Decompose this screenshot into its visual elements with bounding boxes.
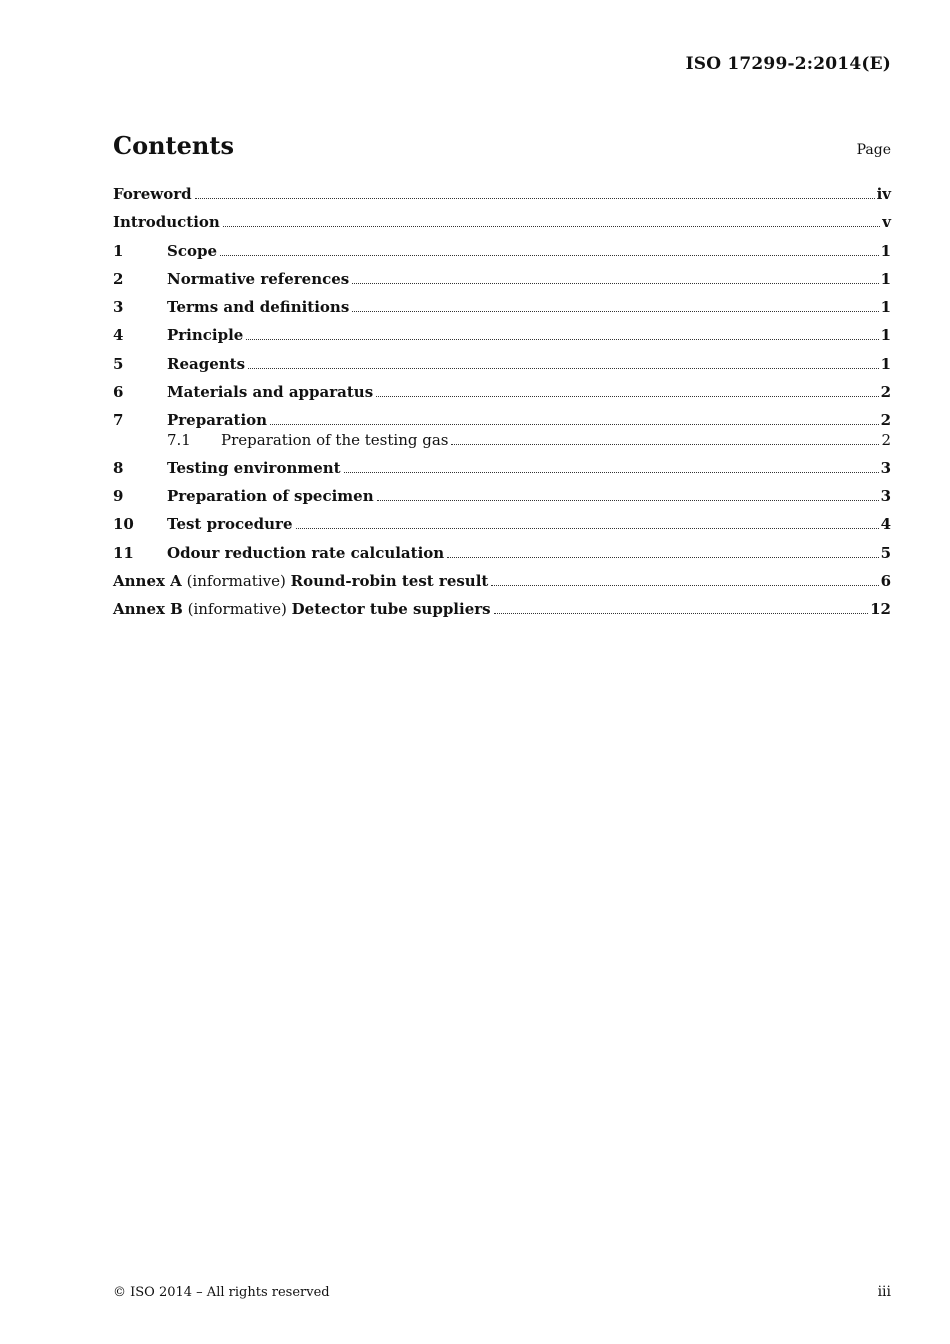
toc-entry-page: 5 [880,543,891,562]
toc-entry-title: Introduction [113,213,220,232]
dot-leader [447,556,878,558]
toc-entry-page: 1 [880,298,891,317]
toc-entry-page: 1 [880,269,891,288]
toc-entry-principle[interactable] [113,326,891,354]
toc-entry-page: 3 [880,486,891,505]
toc-entry-title: Principle [167,326,244,345]
dot-leader [344,471,879,473]
toc-entry-title: Detector tube suppliers [291,600,491,619]
toc-entry-number: 7.1 [167,430,191,449]
toc-entry-title: Odour reduction rate calculation [167,543,445,562]
toc-entry-title: Scope [167,241,218,260]
toc-entry-foreword[interactable] [113,185,891,213]
toc-entry-title: Preparation of the testing gas [221,430,449,449]
toc-entry-page: 12 [870,600,891,619]
annex-note: (informative) [186,571,286,590]
footer-page-number: iii [877,1284,891,1300]
dot-leader [246,338,878,340]
toc-entry-number: 2 [113,269,124,288]
toc-entry-number: 1 [113,241,124,260]
toc-entry-number: 9 [113,486,124,505]
dot-leader [195,197,875,199]
toc-entry-title: Test procedure [167,515,293,534]
dot-leader [223,225,880,227]
toc-entry-terms-and-definitions[interactable] [113,298,891,326]
document-id: ISO 17299-2:2014(E) [685,54,891,74]
annex-label: Annex B [113,600,183,619]
toc-entry-number: 7 [113,411,124,430]
toc-entry-normative-references[interactable] [113,270,891,298]
toc-entry-number: 4 [113,326,124,345]
toc-entry-page: 1 [880,354,891,373]
toc-entry-number: 8 [113,458,124,477]
dot-leader [491,584,878,586]
toc-entry-number: 10 [113,515,134,534]
toc-entry-number: 3 [113,298,124,317]
toc-entry-reagents[interactable] [113,355,891,383]
page-column-label: Page [856,142,891,158]
footer-copyright: © ISO 2014 – All rights reserved [113,1285,330,1300]
toc-entry-page: v [882,213,891,232]
toc-entry-introduction[interactable] [113,213,891,241]
toc-entry-title: Normative references [167,269,350,288]
dot-leader [494,612,869,614]
toc-entry-test-procedure[interactable] [113,515,891,543]
toc-entry-page: 1 [880,326,891,345]
toc-entry-title: Foreword [113,185,192,203]
toc-entry-page: 1 [880,241,891,260]
annex-label: Annex A [113,571,182,590]
dot-leader [451,443,879,445]
toc-entry-annex-b[interactable] [113,600,891,628]
toc-entry-title: Reagents [167,354,246,373]
toc-entry-page: 6 [880,571,891,590]
dot-leader [377,499,879,501]
dot-leader [220,254,879,256]
dot-leader [352,282,878,284]
toc-entry-page: 2 [880,411,891,430]
toc-entry-number: 11 [113,543,134,562]
dot-leader [296,527,879,529]
dot-leader [270,423,878,425]
toc-entry-preparation-of-specimen[interactable] [113,487,891,515]
toc-entry-page: iv [876,185,891,203]
dot-leader [248,367,879,369]
toc-entry-page: 2 [881,430,891,449]
toc-entry-title: Materials and apparatus [167,383,374,402]
toc-entry-title: Preparation [167,411,268,430]
toc-entry-odour-reduction-rate-calculation[interactable] [113,544,891,572]
toc-entry-scope[interactable] [113,242,891,270]
toc-subentry-preparation-of-testing-gas[interactable] [113,431,891,450]
toc-entry-title: Round-robin test result [290,571,489,590]
toc-entry-page: 4 [880,515,891,534]
dot-leader [352,310,878,312]
toc-entry-annex-a[interactable] [113,572,891,600]
annex-note: (informative) [187,600,287,619]
contents-title: Contents [113,131,234,160]
toc-entry-number: 5 [113,354,124,373]
dot-leader [376,395,878,397]
toc-entry-page: 2 [880,383,891,402]
toc-entry-page: 3 [880,458,891,477]
toc-entry-title: Testing environment [167,458,341,477]
toc-entry-title: Terms and definitions [167,298,350,317]
toc-entry-title: Preparation of specimen [167,486,374,505]
toc-entry-testing-environment[interactable] [113,459,891,487]
toc-entry-materials-and-apparatus[interactable] [113,383,891,411]
toc-entry-number: 6 [113,383,124,402]
table-of-contents [113,185,891,628]
